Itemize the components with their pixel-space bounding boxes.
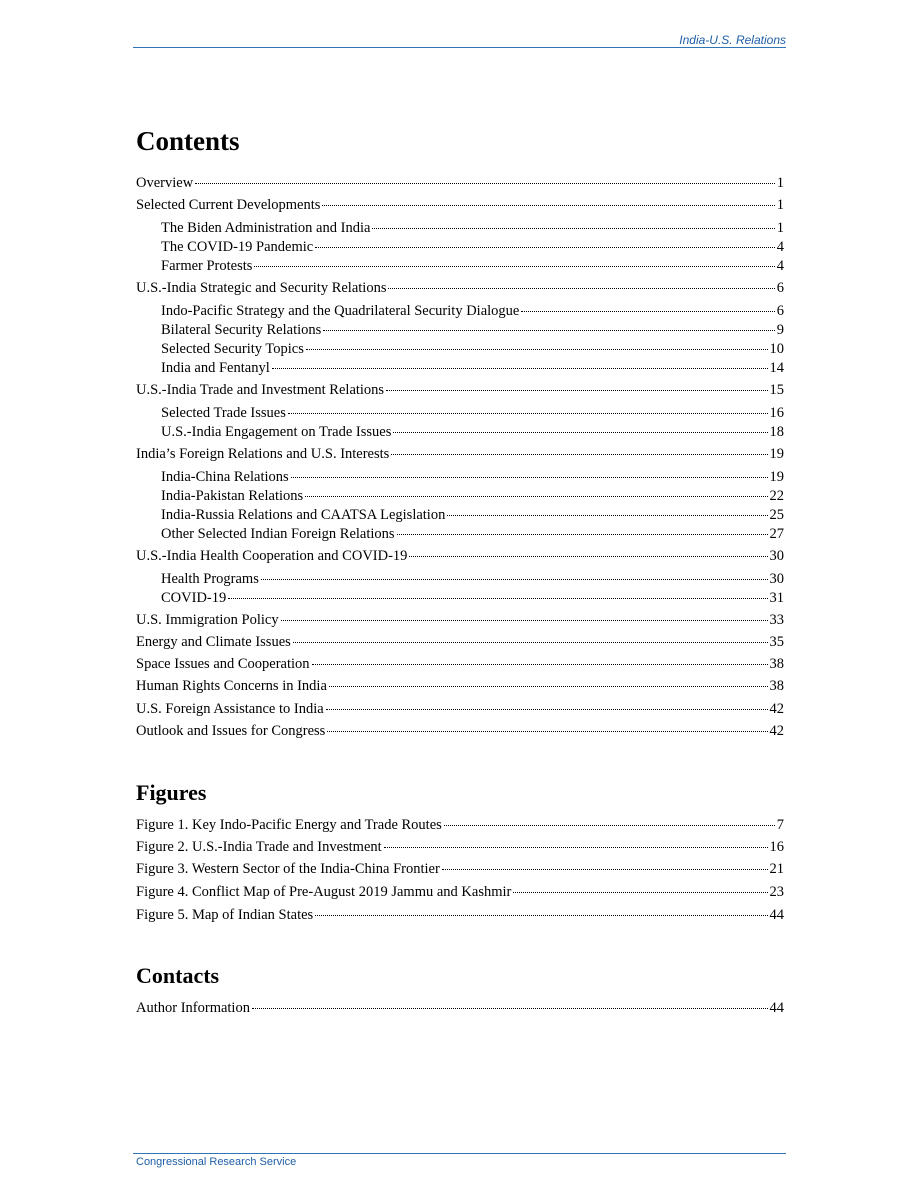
toc-entry[interactable] <box>136 677 784 695</box>
toc-entry-label: Selected Security Topics <box>161 341 304 357</box>
toc-entry-label: U.S.-India Trade and Investment Relations <box>136 382 385 398</box>
toc-entry-label: India and Fentanyl <box>161 360 270 376</box>
toc-entry-label: Human Rights Concerns in India <box>136 678 327 694</box>
dot-leader <box>442 868 768 870</box>
toc-entry-label: U.S. Immigration Policy <box>136 612 279 628</box>
dot-leader <box>329 685 768 687</box>
toc-entry[interactable] <box>161 257 784 275</box>
toc-entry[interactable] <box>161 359 784 377</box>
toc-entry-label: Overview <box>136 175 194 191</box>
contents-heading: Contents <box>136 126 240 156</box>
toc-entry[interactable] <box>136 279 784 297</box>
toc-entry-page: 27 <box>769 526 784 542</box>
contacts-heading: Contacts <box>136 963 220 988</box>
toc-entry-page: 7 <box>776 817 784 833</box>
toc-entry[interactable] <box>136 722 784 740</box>
toc-entry-page: 4 <box>776 258 784 274</box>
toc-entry-label: India’s Foreign Relations and U.S. Interests <box>136 446 390 462</box>
dot-leader <box>327 730 767 732</box>
toc-entry[interactable] <box>161 506 784 524</box>
toc-entry-page: 31 <box>769 590 784 606</box>
dot-leader <box>388 287 774 289</box>
toc-entry[interactable] <box>161 404 784 422</box>
dot-leader <box>444 824 775 826</box>
toc-entry[interactable] <box>136 655 784 673</box>
toc-entry[interactable] <box>136 700 784 718</box>
toc-entry-label: The Biden Administration and India <box>161 220 371 236</box>
toc-entry-label: Other Selected Indian Foreign Relations <box>161 526 395 542</box>
toc-entry-page: 10 <box>769 341 784 357</box>
dot-leader <box>397 533 768 535</box>
dot-leader <box>305 495 767 497</box>
toc-entry-label: The COVID-19 Pandemic <box>161 239 314 255</box>
toc-entry-label: U.S.-India Health Cooperation and COVID-19 <box>136 548 408 564</box>
toc-entry-page: 33 <box>769 612 784 628</box>
toc-entry-page: 35 <box>769 634 784 650</box>
figures-heading: Figures <box>136 780 207 805</box>
dot-leader <box>281 619 768 621</box>
toc-entry[interactable] <box>161 525 784 543</box>
toc-entry-page: 44 <box>769 907 784 923</box>
dot-leader <box>315 914 767 916</box>
toc-entry-page: 4 <box>776 239 784 255</box>
footer-rule <box>133 1153 786 1154</box>
toc-entry-page: 9 <box>776 322 784 338</box>
toc-entry-page: 1 <box>776 197 784 213</box>
toc-entry-page: 15 <box>769 382 784 398</box>
toc-entry-page: 23 <box>769 884 784 900</box>
toc-entry-label: U.S.-India Strategic and Security Relations <box>136 280 387 296</box>
toc-entry-page: 30 <box>769 548 784 564</box>
toc-entry-label: Selected Trade Issues <box>161 405 286 421</box>
dot-leader <box>384 846 768 848</box>
toc-entry-page: 42 <box>769 723 784 739</box>
dot-leader <box>372 227 774 229</box>
toc-entry-label: Space Issues and Cooperation <box>136 656 310 672</box>
dot-leader <box>521 310 774 312</box>
dot-leader <box>195 182 775 184</box>
dot-leader <box>291 476 768 478</box>
toc-entry-page: 16 <box>769 405 784 421</box>
toc-entry[interactable] <box>136 633 784 651</box>
toc-entry[interactable] <box>136 196 784 214</box>
toc-entry-label: Farmer Protests <box>161 258 253 274</box>
toc-entry[interactable] <box>136 883 784 901</box>
dot-leader <box>254 265 774 267</box>
toc-entry-page: 6 <box>776 280 784 296</box>
toc-entry-label: U.S. Foreign Assistance to India <box>136 701 324 717</box>
toc-entry-label: Figure 3. Western Sector of the India-China Frontier <box>136 861 440 877</box>
dot-leader <box>322 204 774 206</box>
toc-entry[interactable] <box>136 860 784 878</box>
toc-entry-page: 16 <box>769 839 784 855</box>
toc-entry-page: 19 <box>769 469 784 485</box>
toc-entry-label: Energy and Climate Issues <box>136 634 291 650</box>
header-rule <box>133 47 786 48</box>
dot-leader <box>252 1007 768 1009</box>
toc-entry-label: Figure 4. Conflict Map of Pre-August 2019 Jammu and Kashmir <box>136 884 512 900</box>
toc-entry[interactable] <box>161 238 784 256</box>
toc-entry-page: 19 <box>769 446 784 462</box>
toc-entry-label: India-Pakistan Relations <box>161 488 304 504</box>
toc-entry-page: 18 <box>769 424 784 440</box>
toc-entry[interactable] <box>161 321 784 339</box>
toc-entry-page: 42 <box>769 701 784 717</box>
toc-entry-page: 1 <box>776 220 784 236</box>
toc-entry-label: Figure 1. Key Indo-Pacific Energy and Trade Routes <box>136 817 442 833</box>
toc-entry-label: Figure 5. Map of Indian States <box>136 907 314 923</box>
dot-leader <box>228 597 767 599</box>
dot-leader <box>315 246 775 248</box>
dot-leader <box>272 367 768 369</box>
toc-entry-label: Author Information <box>136 1000 250 1016</box>
dot-leader <box>386 389 767 391</box>
dot-leader <box>312 663 768 665</box>
dot-leader <box>326 708 768 710</box>
toc-entry[interactable] <box>136 838 784 856</box>
dot-leader <box>513 891 767 893</box>
toc-entry[interactable] <box>161 487 784 505</box>
footer-text: Congressional Research Service <box>136 1156 297 1168</box>
dot-leader <box>323 329 774 331</box>
toc-entry-label: India-China Relations <box>161 469 289 485</box>
toc-entry-label: U.S.-India Engagement on Trade Issues <box>161 424 392 440</box>
toc-entry-label: Figure 2. U.S.-India Trade and Investment <box>136 839 382 855</box>
toc-entry-page: 14 <box>769 360 784 376</box>
toc-entry[interactable] <box>161 423 784 441</box>
toc-entry[interactable] <box>136 381 784 399</box>
running-header-title: India-U.S. Relations <box>679 33 786 47</box>
dot-leader <box>393 431 767 433</box>
toc-entry-label: Indo-Pacific Strategy and the Quadrilateral Security Dialogue <box>161 303 520 319</box>
toc-entry[interactable] <box>161 570 784 588</box>
toc-entry-page: 25 <box>769 507 784 523</box>
toc-entry-label: COVID-19 <box>161 590 227 606</box>
toc-entry-page: 1 <box>776 175 784 191</box>
toc-entry-label: Selected Current Developments <box>136 197 321 213</box>
dot-leader <box>261 578 768 580</box>
dot-leader <box>293 641 768 643</box>
toc-entry[interactable] <box>161 219 784 237</box>
toc-entry-label: Bilateral Security Relations <box>161 322 322 338</box>
toc-entry[interactable] <box>161 340 784 358</box>
toc-entry-page: 38 <box>769 656 784 672</box>
dot-leader <box>409 555 767 557</box>
toc-entry[interactable] <box>136 816 784 834</box>
toc-entry[interactable] <box>136 906 784 924</box>
toc-entry-page: 44 <box>769 1000 784 1016</box>
toc-entry[interactable] <box>161 468 784 486</box>
dot-leader <box>288 412 768 414</box>
toc-entry-label: Outlook and Issues for Congress <box>136 723 326 739</box>
dot-leader <box>447 514 767 516</box>
toc-entry[interactable] <box>136 611 784 629</box>
toc-entry[interactable] <box>136 547 784 565</box>
toc-entry-page: 21 <box>769 861 784 877</box>
toc-entry[interactable] <box>136 174 784 192</box>
toc-entry-page: 6 <box>776 303 784 319</box>
toc-entry-page: 38 <box>769 678 784 694</box>
toc-entry-page: 22 <box>769 488 784 504</box>
toc-entry[interactable] <box>136 445 784 463</box>
toc-entry[interactable] <box>161 589 784 607</box>
dot-leader <box>391 453 767 455</box>
toc-entry-label: Health Programs <box>161 571 259 587</box>
dot-leader <box>306 348 768 350</box>
toc-entry[interactable] <box>136 999 784 1017</box>
toc-entry-label: India-Russia Relations and CAATSA Legislation <box>161 507 446 523</box>
toc-entry-page: 30 <box>769 571 784 587</box>
toc-entry[interactable] <box>161 302 784 320</box>
